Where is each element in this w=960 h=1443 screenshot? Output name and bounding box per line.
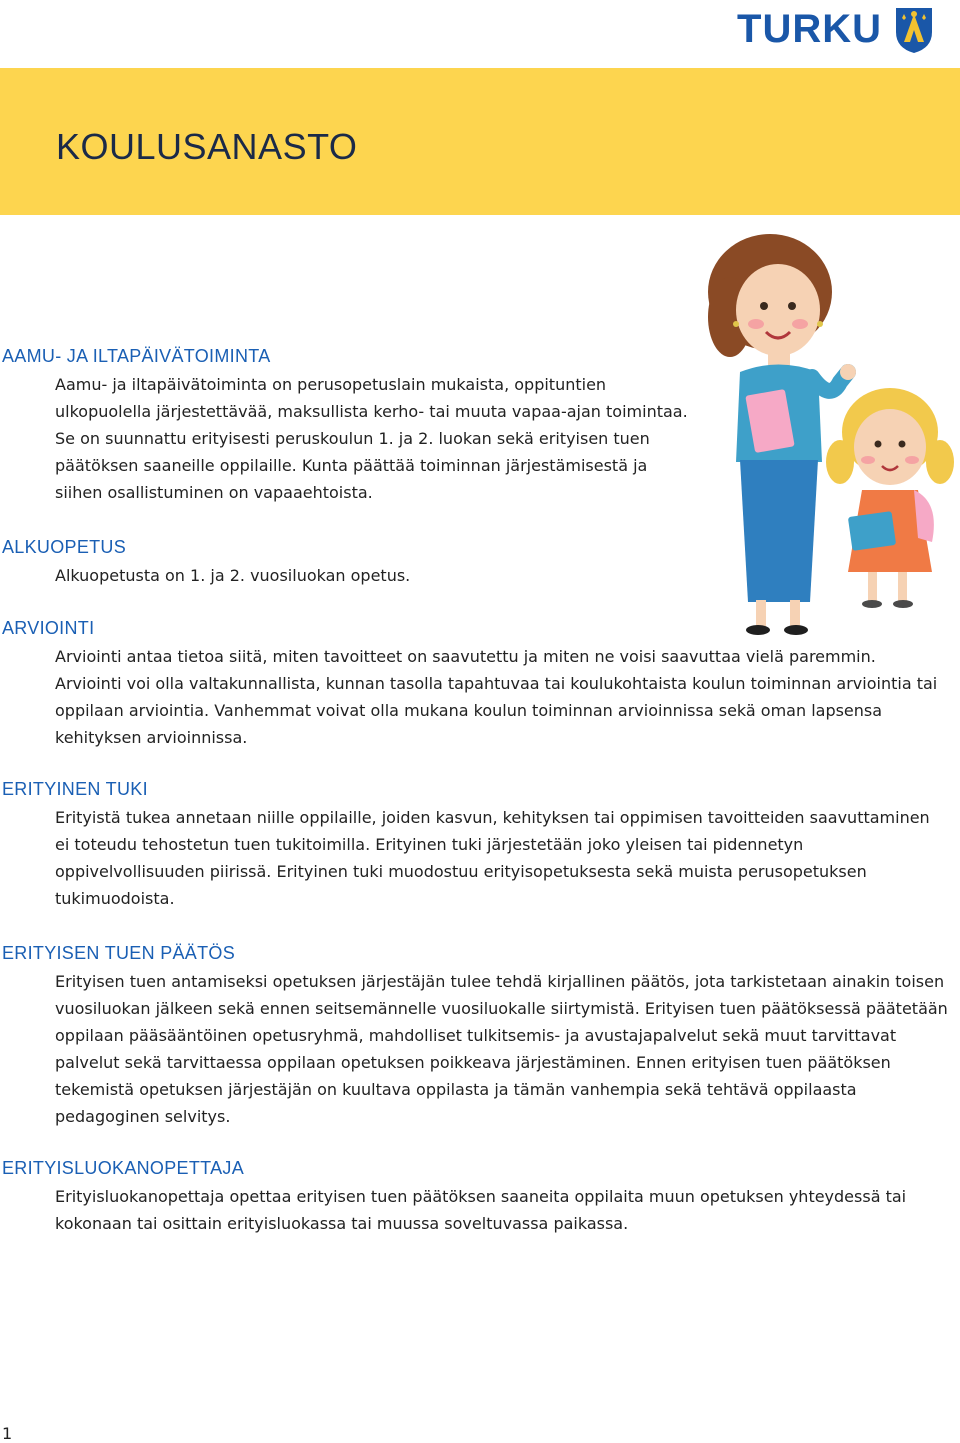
teacher-and-child-illustration: [700, 232, 960, 642]
section-heading: AAMU- JA ILTAPÄIVÄTOIMINTA: [2, 346, 271, 366]
section-body: Alkuopetusta on 1. ja 2. vuosiluokan opetus.: [55, 566, 411, 585]
page-number: 1: [2, 1424, 13, 1443]
section-aamu-iltapaivatoiminta: [0, 345, 690, 506]
turku-logo: [737, 4, 934, 54]
section-body: Aamu- ja iltapäivätoiminta on perusopetuslain mukaista, oppituntien ulkopuolella järjestettävää, maksullista kerho- tai muuta vapaa-ajan toimintaa. Se on suunnattu erityisesti peruskoulun 1. ja 2. luokan sekä erityisen tuen päätöksen saaneille oppilaille. Kunta päättää toiminnan järjestämisestä ja siihen osallistuminen on vapaaehtoista.: [55, 375, 688, 502]
section-body: Erityistä tukea annetaan niille oppilaille, joiden kasvun, kehityksen tai oppimisen tavoitteiden saavuttaminen ei toteudu tehostetun tuen tukitoimilla. Erityinen tuki järjestetään joko yleisen tai pidennetyn oppivelvollisuuden piirissä. Erityinen tuki muodostuu erityisopetuksesta sekä muista perusopetuksen tukimuodoista.: [55, 808, 930, 908]
section-alkuopetus: [0, 536, 690, 589]
page-title: KOULUSANASTO: [56, 126, 358, 167]
section-body: Erityisluokanopettaja opettaa erityisen tuen päätöksen saaneita oppilaita muun opetuksen yhteydessä tai kokonaan tai osittain erityisluokassa tai muussa soveltuvassa paikassa.: [55, 1187, 907, 1233]
section-heading: ARVIOINTI: [2, 618, 95, 638]
title-banner: [0, 68, 960, 215]
section-body: Arviointi antaa tietoa siitä, miten tavoitteet on saavutettu ja miten ne voisi saavuttaa vielä paremmin. Arviointi voi olla valtakunnallista, kunnan tasolla tapahtuvaa tai koulukohtaista koulun toiminnan arviointia tai oppilaan arviointia. Vanhemmat voivat olla mukana koulun toiminnan arvioinnissa sekä oman lapsensa kehityksen arvioinnissa.: [55, 647, 938, 747]
section-heading: ALKUOPETUS: [2, 537, 127, 557]
section-erityinen-tuki: [0, 778, 940, 912]
logo-text: TURKU: [737, 6, 882, 51]
section-arviointi: [0, 617, 940, 751]
section-erityisen-tuen-paatos: [0, 942, 960, 1130]
section-erityisluokanopettaja: [0, 1157, 940, 1237]
section-heading: ERITYINEN TUKI: [2, 779, 148, 799]
section-heading: ERITYISLUOKANOPETTAJA: [2, 1158, 245, 1178]
section-body: Erityisen tuen antamiseksi opetuksen järjestäjän tulee tehdä kirjallinen päätös, jota tarkistetaan ainakin toisen vuosiluokan jälkeen sekä ennen seitsemännelle vuosiluokalle siirtymistä. Erityisen tuen päätöksessä päätetään oppilaan pääsääntöinen opetusryhmä, mahdolliset tulkitsemis- ja avustajapalvelut sekä muut tarvittavat palvelut sekä tarvittaessa oppilaan opetuksen poikkeava järjestäminen. Ennen erityisen tuen päätöksen tekemistä opetuksen järjestäjän on kuultava oppilasta ja tämän vanhempia sekä tehtävä oppilaasta pedagoginen selvitys.: [55, 972, 948, 1126]
section-heading: ERITYISEN TUEN PÄÄTÖS: [2, 943, 236, 963]
coat-of-arms-icon: [894, 4, 934, 54]
